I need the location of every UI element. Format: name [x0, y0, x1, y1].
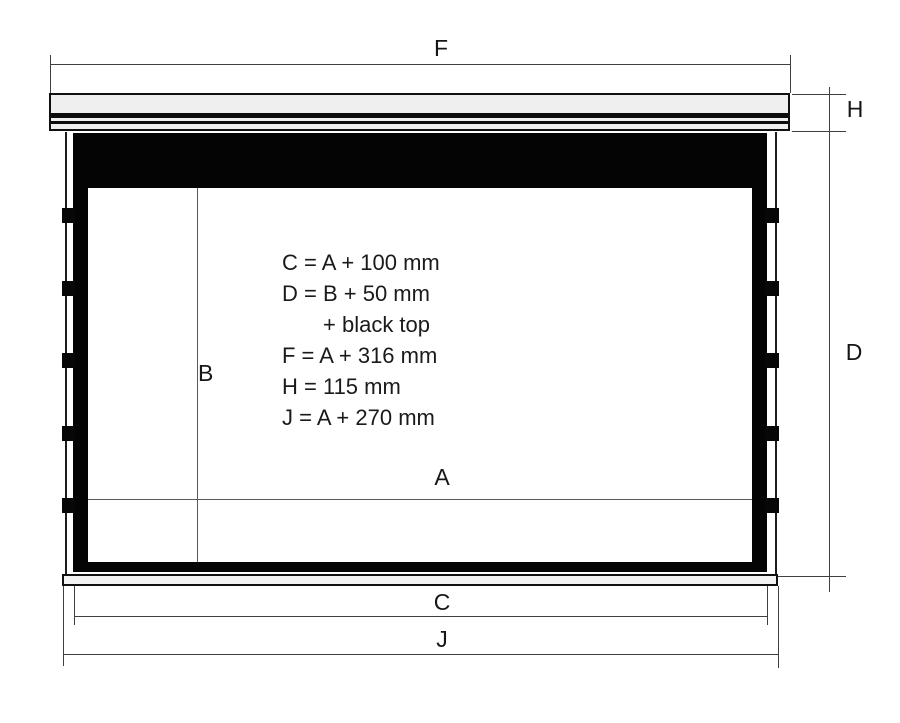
dim-a-line — [88, 499, 752, 500]
tension-tab-right — [765, 208, 779, 223]
dim-label-f: F — [433, 35, 449, 61]
tension-tab-left — [62, 498, 75, 513]
dim-c-extension-left — [74, 586, 75, 625]
dim-j-line — [63, 654, 779, 655]
dim-h-extension-top — [792, 94, 846, 95]
dim-h-extension-bottom — [792, 131, 846, 132]
tension-tab-left — [62, 426, 75, 441]
dim-c-extension-right — [767, 586, 768, 625]
housing-slot-stripe-thin — [51, 121, 788, 124]
formula-line: H = 115 mm — [282, 374, 401, 399]
tension-tab-left — [62, 281, 75, 296]
dim-d-extension-bottom — [778, 576, 846, 577]
formula-block — [282, 247, 440, 433]
tension-tab-right — [765, 498, 779, 513]
formula-line: D = B + 50 mm — [282, 281, 430, 306]
dim-label-a: A — [434, 464, 450, 490]
dim-label-d: D — [845, 339, 863, 365]
tension-tab-left — [62, 353, 75, 368]
dim-label-h: H — [846, 96, 864, 122]
dim-label-c: C — [433, 589, 451, 615]
dim-f-extension-left — [50, 55, 51, 93]
formula-line: J = A + 270 mm — [282, 405, 435, 430]
screen-housing — [49, 93, 790, 131]
dim-j-extension-right — [778, 586, 779, 668]
bottom-slat-bar — [62, 574, 778, 586]
formula-line: C = A + 100 mm — [282, 250, 440, 275]
dim-label-b: B — [198, 360, 214, 386]
dim-f-line — [50, 64, 791, 65]
tension-tab-right — [765, 353, 779, 368]
housing-slot-stripe — [51, 113, 788, 118]
formula-line: F = A + 316 mm — [282, 343, 438, 368]
dim-c-line — [74, 616, 768, 617]
tension-tab-right — [765, 281, 779, 296]
dim-hd-line-vertical — [829, 87, 830, 592]
formula-line: + black top — [323, 312, 431, 337]
tension-tab-left — [62, 208, 75, 223]
tension-tab-right — [765, 426, 779, 441]
dim-f-extension-right — [790, 55, 791, 93]
dim-label-j: J — [436, 626, 448, 652]
